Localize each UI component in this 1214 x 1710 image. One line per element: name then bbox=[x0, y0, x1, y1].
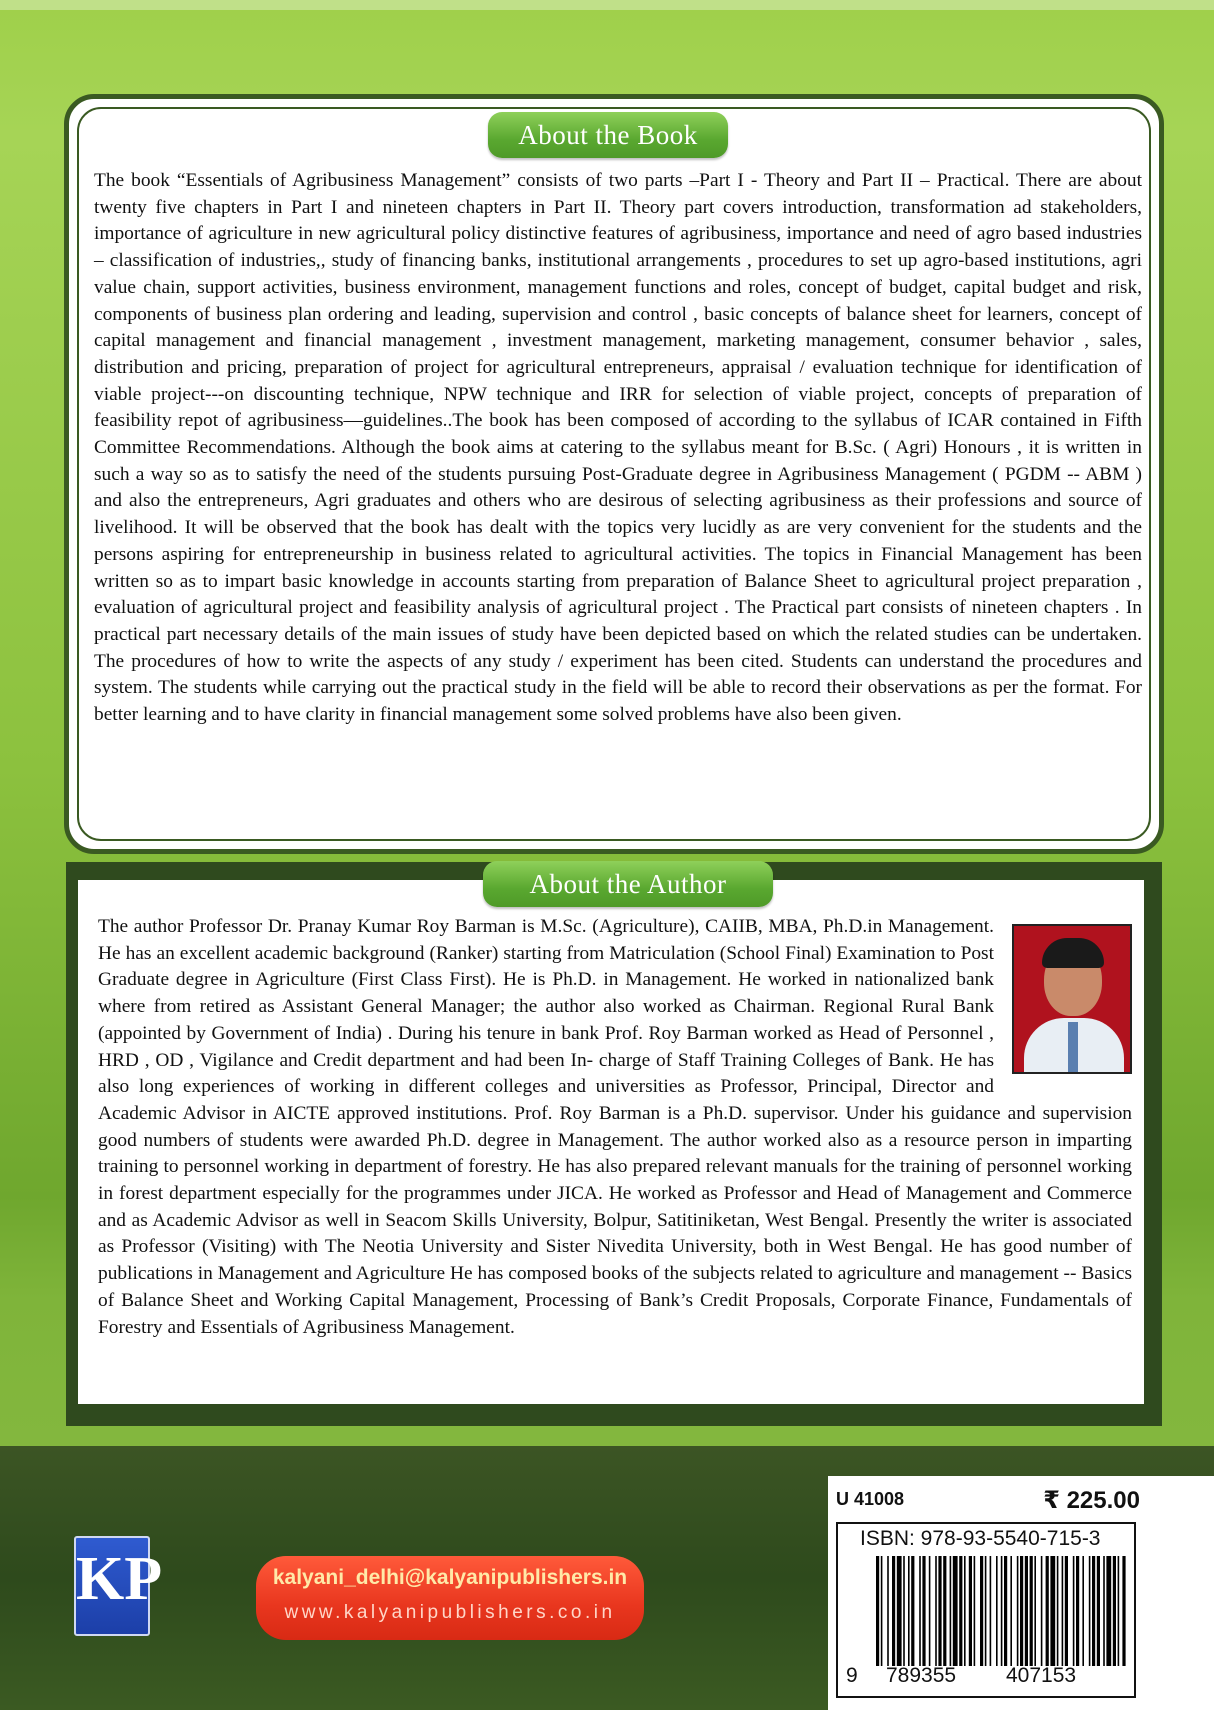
about-author-text: The author Professor Dr. Pranay Kumar Roy Barman is M.Sc. (Agriculture), CAIIB, MBA, Ph.D.in Management. He has an excellent academic background (Ranker) starting from Matriculation (School Final) Examination to Post Graduate degree in Agriculture (First Class First). He is Ph.D. in Management. He worked in nationalized bank where from retired as Assistant General Manager; the author also worked as Chairman. Regional Rural Bank (appointed by Government of India) . During his tenure in bank Prof. Roy Barman worked as Head of Personnel , HRD , OD , Vigilance and Credit department and had been In- charge of Staff Training Colleges of Bank. He has also long experiences of working in different colleges and universities as Professor, Principal, Director and Academic Advisor in AICTE approved institutions. Prof. Roy Barman is a Ph.D. supervisor. Under his guidance and supervision good numbers of students were awarded Ph.D. degree in Management. The author worked also as a resource person in imparting training to personnel working in department of forestry. He has also prepared relevant manuals for the training of personnel working in forest department especially for the programmes under JICA. He worked as Professor and Head of Management and Commerce and as Academic Advisor as well in Seacom Skills University, Bolpur, Satitiniketan, West Bengal. Presently the writer is associated as Professor (Visiting) with The Neotia University and Sister Nivedita University, both in West Bengal. He has good number of publications in Management and Agriculture He has composed books of the subjects related to agriculture and management -- Basics of Balance Sheet and Working Capital Management, Processing of Bank’s Credit Proposals, Corporate Finance, Fundamentals of Forestry and Essentials of Agribusiness Management. bbox=[98, 916, 1132, 1338]
barcode-digit-left: 789355 bbox=[886, 1664, 957, 1687]
about-book-heading: About the Book bbox=[488, 112, 728, 158]
publisher-logo-icon bbox=[74, 1536, 163, 1636]
book-price: ₹ 225.00 bbox=[1043, 1487, 1140, 1514]
book-code: U 41008 bbox=[836, 1489, 905, 1509]
publisher-contact-pill bbox=[256, 1556, 644, 1640]
barcode-icon bbox=[876, 1556, 1126, 1666]
about-author-heading: About the Author bbox=[483, 861, 773, 907]
photo-tie bbox=[1068, 1022, 1078, 1074]
about-book-text: The book “Essentials of Agribusiness Management” consists of two parts –Part I - Theory and Part II – Practical. There are about twenty five chapters in Part I and nineteen chapters in Part II. Theory part covers introduction, transformation ad stakeholders, importance of agriculture in new agricultural policy distinctive features of agribusiness, importance and need of agro based industries – classification of industries,, study of financing banks, institutional arrangements , procedures to set up agro-based institutions, agri value chain, support activities, business environment, management functions and roles, concept of budget, capital budget and risk, components of business plan ordering and leading, supervision and control , basic concepts of balance sheet for learners, concept of capital management and financial management , investment management, marketing management, consumer behavior , sales, distribution and pricing, preparation of project for agricultural entrepreneurs, appraisal / evaluation technique for identification of viable project---on discounting technique, NPW technique and IRR for selection of viable project, concepts of preparation of feasibility repot of agribusiness—guidelines..The book has been composed of according to the syllabus of ICAR contained in Fifth Committee Recommendations. Although the book aims at catering to the syllabus meant for B.Sc. ( Agri) Honours , it is written in such a way so as to satisfy the need of the students pursuing Post-Graduate degree in Agribusiness Management ( PGDM -- ABM ) and also the entrepreneurs, Agri graduates and others who are desirous of selecting agribusiness as their professions and source of livelihood. It will be observed that the book has dealt with the topics very lucidly as are very convenient for the students and the persons aspiring for entrepreneurship in business related to agricultural activities. The topics in Financial Management has been written so as to impart basic knowledge in accounts starting from preparation of Balance Sheet to agricultural project preparation , evaluation of agricultural project and feasibility analysis of agricultural project . The Practical part consists of nineteen chapters . In practical part necessary details of the main issues of study have been depicted based on which the related studies can be undertaken. The procedures of how to write the aspects of any study / experiment has been cited. Students can understand the procedures and system. The students while carrying out the practical study in the field will be able to record their observations as per the format. For better learning and to have clarity in financial management some solved problems have also been given. bbox=[94, 170, 1142, 726]
publisher-email-link[interactable]: kalyani_delhi@kalyanipublishers.in bbox=[272, 1566, 628, 1589]
publisher-logo-letters: KP bbox=[76, 1545, 163, 1613]
publisher-website-link[interactable]: www.kalyanipublishers.co.in bbox=[284, 1602, 616, 1623]
isbn-number: ISBN: 978-93-5540-715-3 bbox=[860, 1527, 1101, 1550]
barcode-digit-prefix: 9 bbox=[846, 1664, 858, 1687]
author-photo bbox=[1012, 924, 1132, 1074]
top-edge bbox=[0, 0, 1214, 10]
barcode-digit-right: 407153 bbox=[1006, 1664, 1077, 1687]
about-author-body bbox=[98, 914, 1132, 1341]
photo-hair bbox=[1042, 938, 1104, 968]
